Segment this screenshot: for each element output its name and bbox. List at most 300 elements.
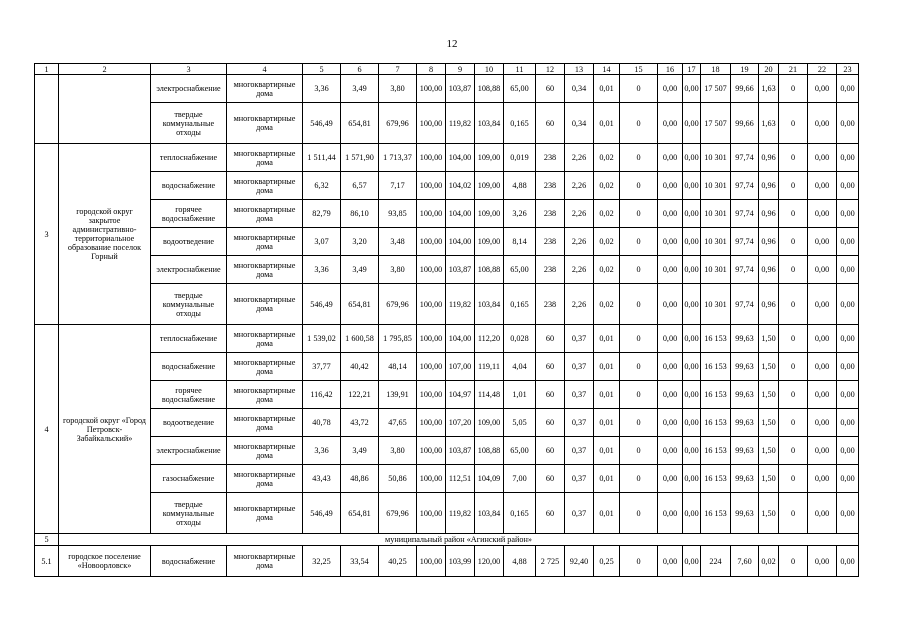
value-cell: 104,00	[446, 228, 475, 256]
value-cell: 114,48	[475, 381, 504, 409]
value-cell: 100,00	[417, 465, 446, 493]
value-cell: 0	[779, 493, 808, 534]
value-cell: 654,81	[341, 103, 379, 144]
value-cell: 0,00	[683, 200, 701, 228]
column-header: 20	[759, 64, 779, 75]
service-name: твердые коммунальные отходы	[151, 284, 227, 325]
value-cell: 0	[779, 144, 808, 172]
value-cell: 109,00	[475, 228, 504, 256]
value-cell: 108,88	[475, 256, 504, 284]
service-name: водоотведение	[151, 228, 227, 256]
value-cell: 0,00	[658, 172, 683, 200]
value-cell: 99,63	[731, 465, 759, 493]
section-number: 5	[35, 534, 59, 546]
value-cell: 0,00	[683, 493, 701, 534]
table-row	[35, 144, 859, 172]
table-row	[35, 381, 859, 409]
value-cell: 0,01	[594, 437, 620, 465]
value-cell: 0,00	[683, 228, 701, 256]
value-cell: 546,49	[303, 103, 341, 144]
value-cell: 0,00	[837, 325, 859, 353]
value-cell: 238	[536, 144, 565, 172]
value-cell: 139,91	[379, 381, 417, 409]
municipality-name: городской округ «Город Петровск-Забайкальский»	[59, 325, 151, 534]
service-name: водоснабжение	[151, 353, 227, 381]
value-cell: 0,00	[683, 284, 701, 325]
value-cell: 37,77	[303, 353, 341, 381]
table-row	[35, 437, 859, 465]
value-cell: 238	[536, 228, 565, 256]
value-cell: 1,50	[759, 325, 779, 353]
value-cell: 100,00	[417, 172, 446, 200]
value-cell: 0,00	[683, 75, 701, 103]
column-header: 8	[417, 64, 446, 75]
value-cell: 93,85	[379, 200, 417, 228]
value-cell: 0,25	[594, 546, 620, 577]
value-cell: 99,66	[731, 75, 759, 103]
value-cell: 100,00	[417, 353, 446, 381]
section-title: муниципальный район «Агинский район»	[59, 534, 859, 546]
section-row	[35, 534, 859, 546]
municipality-name: городской округ закрытое административно-территориальное образование поселок Горный	[59, 144, 151, 325]
value-cell: 0,01	[594, 381, 620, 409]
value-cell: 0,019	[504, 144, 536, 172]
value-cell: 100,00	[417, 103, 446, 144]
value-cell: 0,00	[658, 228, 683, 256]
value-cell: 99,66	[731, 103, 759, 144]
value-cell: 16 153	[701, 409, 731, 437]
value-cell: 0	[620, 381, 658, 409]
value-cell: 0,028	[504, 325, 536, 353]
value-cell: 104,00	[446, 325, 475, 353]
value-cell: 0	[779, 75, 808, 103]
value-cell: 65,00	[504, 256, 536, 284]
value-cell: 92,40	[565, 546, 594, 577]
value-cell: 0,01	[594, 465, 620, 493]
service-name: горячее водоснабжение	[151, 381, 227, 409]
table-row	[35, 256, 859, 284]
value-cell: 0,01	[594, 325, 620, 353]
row-number: 5.1	[35, 546, 59, 577]
column-header: 13	[565, 64, 594, 75]
service-name: теплоснабжение	[151, 144, 227, 172]
value-cell: 0	[620, 172, 658, 200]
value-cell: 1 539,02	[303, 325, 341, 353]
column-header: 1	[35, 64, 59, 75]
value-cell: 0,00	[837, 103, 859, 144]
value-cell: 0,00	[683, 144, 701, 172]
value-cell: 0	[620, 75, 658, 103]
value-cell: 100,00	[417, 546, 446, 577]
value-cell: 60	[536, 465, 565, 493]
value-cell: 60	[536, 325, 565, 353]
housing-type: многоквартирные дома	[227, 75, 303, 103]
value-cell: 3,80	[379, 75, 417, 103]
value-cell: 60	[536, 381, 565, 409]
value-cell: 1,50	[759, 493, 779, 534]
value-cell: 238	[536, 256, 565, 284]
value-cell: 0,01	[594, 353, 620, 381]
column-header: 12	[536, 64, 565, 75]
column-header: 6	[341, 64, 379, 75]
value-cell: 0	[779, 546, 808, 577]
value-cell: 1,50	[759, 353, 779, 381]
value-cell: 3,80	[379, 437, 417, 465]
value-cell: 99,63	[731, 493, 759, 534]
value-cell: 0,00	[683, 353, 701, 381]
value-cell: 0,00	[837, 256, 859, 284]
value-cell: 65,00	[504, 437, 536, 465]
value-cell: 0,00	[808, 284, 837, 325]
value-cell: 0,96	[759, 200, 779, 228]
column-header: 19	[731, 64, 759, 75]
value-cell: 99,63	[731, 325, 759, 353]
value-cell: 10 301	[701, 228, 731, 256]
housing-type: многоквартирные дома	[227, 493, 303, 534]
value-cell: 120,00	[475, 546, 504, 577]
value-cell: 3,49	[341, 437, 379, 465]
value-cell: 0,00	[658, 144, 683, 172]
value-cell: 104,09	[475, 465, 504, 493]
value-cell: 0,00	[837, 546, 859, 577]
table-row	[35, 200, 859, 228]
value-cell: 0,00	[808, 256, 837, 284]
value-cell: 3,36	[303, 256, 341, 284]
value-cell: 0,165	[504, 284, 536, 325]
value-cell: 10 301	[701, 256, 731, 284]
value-cell: 1 571,90	[341, 144, 379, 172]
value-cell: 60	[536, 437, 565, 465]
value-cell: 100,00	[417, 381, 446, 409]
value-cell: 119,82	[446, 493, 475, 534]
value-cell: 0,37	[565, 353, 594, 381]
column-header: 7	[379, 64, 417, 75]
value-cell: 86,10	[341, 200, 379, 228]
value-cell: 97,74	[731, 284, 759, 325]
column-header: 15	[620, 64, 658, 75]
value-cell: 0	[779, 228, 808, 256]
value-cell: 0,00	[658, 409, 683, 437]
value-cell: 122,21	[341, 381, 379, 409]
value-cell: 0,96	[759, 228, 779, 256]
value-cell: 60	[536, 103, 565, 144]
value-cell: 0,00	[683, 409, 701, 437]
value-cell: 0,02	[594, 284, 620, 325]
column-header: 10	[475, 64, 504, 75]
housing-type: многоквартирные дома	[227, 256, 303, 284]
value-cell: 0,37	[565, 409, 594, 437]
value-cell: 1 713,37	[379, 144, 417, 172]
value-cell: 0,00	[683, 256, 701, 284]
column-header: 17	[683, 64, 701, 75]
value-cell: 65,00	[504, 75, 536, 103]
value-cell: 0	[620, 103, 658, 144]
value-cell: 0,00	[808, 172, 837, 200]
value-cell: 2,26	[565, 284, 594, 325]
value-cell: 0,00	[808, 437, 837, 465]
value-cell: 100,00	[417, 325, 446, 353]
column-header: 14	[594, 64, 620, 75]
column-header: 22	[808, 64, 837, 75]
value-cell: 100,00	[417, 284, 446, 325]
value-cell: 0,37	[565, 381, 594, 409]
value-cell: 3,49	[341, 256, 379, 284]
value-cell: 108,88	[475, 437, 504, 465]
value-cell: 103,84	[475, 103, 504, 144]
value-cell: 0,00	[837, 200, 859, 228]
value-cell: 17 507	[701, 103, 731, 144]
value-cell: 0	[779, 325, 808, 353]
value-cell: 97,74	[731, 172, 759, 200]
value-cell: 0	[620, 256, 658, 284]
value-cell: 5,05	[504, 409, 536, 437]
column-header: 9	[446, 64, 475, 75]
value-cell: 60	[536, 353, 565, 381]
value-cell: 103,87	[446, 256, 475, 284]
value-cell: 238	[536, 200, 565, 228]
value-cell: 546,49	[303, 493, 341, 534]
column-header: 16	[658, 64, 683, 75]
housing-type: многоквартирные дома	[227, 103, 303, 144]
value-cell: 97,74	[731, 256, 759, 284]
value-cell: 0,00	[837, 284, 859, 325]
value-cell: 0,00	[837, 144, 859, 172]
row-number	[35, 75, 59, 144]
value-cell: 99,63	[731, 353, 759, 381]
value-cell: 7,60	[731, 546, 759, 577]
value-cell: 0	[620, 465, 658, 493]
value-cell: 104,02	[446, 172, 475, 200]
table-row	[35, 409, 859, 437]
value-cell: 0,37	[565, 325, 594, 353]
value-cell: 0,00	[658, 200, 683, 228]
value-cell: 0,02	[759, 546, 779, 577]
value-cell: 0,00	[683, 381, 701, 409]
table-row	[35, 546, 859, 577]
value-cell: 40,25	[379, 546, 417, 577]
value-cell: 1,50	[759, 437, 779, 465]
value-cell: 4,88	[504, 546, 536, 577]
value-cell: 2,26	[565, 228, 594, 256]
value-cell: 654,81	[341, 284, 379, 325]
value-cell: 0,34	[565, 75, 594, 103]
value-cell: 0,34	[565, 103, 594, 144]
value-cell: 104,97	[446, 381, 475, 409]
table-row	[35, 465, 859, 493]
value-cell: 0,00	[837, 409, 859, 437]
service-name: водоотведение	[151, 409, 227, 437]
value-cell: 3,36	[303, 437, 341, 465]
municipality-name: городское поселение «Новоорловск»	[59, 546, 151, 577]
value-cell: 0	[620, 228, 658, 256]
value-cell: 0,00	[683, 465, 701, 493]
value-cell: 104,00	[446, 200, 475, 228]
column-header: 5	[303, 64, 341, 75]
value-cell: 0,00	[658, 75, 683, 103]
value-cell: 0,00	[808, 409, 837, 437]
value-cell: 679,96	[379, 493, 417, 534]
value-cell: 3,48	[379, 228, 417, 256]
value-cell: 238	[536, 172, 565, 200]
value-cell: 0,37	[565, 465, 594, 493]
value-cell: 109,00	[475, 200, 504, 228]
service-name: водоснабжение	[151, 172, 227, 200]
column-header: 11	[504, 64, 536, 75]
value-cell: 0,00	[683, 546, 701, 577]
municipality-name	[59, 75, 151, 144]
value-cell: 0	[620, 144, 658, 172]
value-cell: 1,63	[759, 75, 779, 103]
value-cell: 40,42	[341, 353, 379, 381]
value-cell: 1 795,85	[379, 325, 417, 353]
value-cell: 109,00	[475, 144, 504, 172]
value-cell: 60	[536, 493, 565, 534]
value-cell: 0,00	[808, 144, 837, 172]
value-cell: 0,01	[594, 493, 620, 534]
value-cell: 50,86	[379, 465, 417, 493]
value-cell: 97,74	[731, 228, 759, 256]
service-name: твердые коммунальные отходы	[151, 103, 227, 144]
value-cell: 0,02	[594, 200, 620, 228]
value-cell: 1,63	[759, 103, 779, 144]
value-cell: 0,00	[808, 493, 837, 534]
value-cell: 1,01	[504, 381, 536, 409]
value-cell: 100,00	[417, 200, 446, 228]
value-cell: 119,82	[446, 103, 475, 144]
value-cell: 97,74	[731, 200, 759, 228]
value-cell: 100,00	[417, 256, 446, 284]
table-row	[35, 228, 859, 256]
value-cell: 0,00	[808, 465, 837, 493]
table-row	[35, 353, 859, 381]
value-cell: 0,00	[808, 103, 837, 144]
value-cell: 3,36	[303, 75, 341, 103]
value-cell: 0,00	[658, 546, 683, 577]
value-cell: 43,72	[341, 409, 379, 437]
value-cell: 0	[620, 437, 658, 465]
value-cell: 224	[701, 546, 731, 577]
service-name: твердые коммунальные отходы	[151, 493, 227, 534]
value-cell: 0	[620, 493, 658, 534]
value-cell: 0,00	[808, 325, 837, 353]
row-number: 4	[35, 325, 59, 534]
value-cell: 2,26	[565, 256, 594, 284]
value-cell: 109,00	[475, 172, 504, 200]
value-cell: 4,04	[504, 353, 536, 381]
value-cell: 16 153	[701, 381, 731, 409]
value-cell: 0,00	[683, 103, 701, 144]
value-cell: 112,51	[446, 465, 475, 493]
value-cell: 1,50	[759, 465, 779, 493]
service-name: электроснабжение	[151, 256, 227, 284]
value-cell: 108,88	[475, 75, 504, 103]
value-cell: 0,00	[808, 228, 837, 256]
value-cell: 7,17	[379, 172, 417, 200]
column-header: 18	[701, 64, 731, 75]
value-cell: 103,87	[446, 75, 475, 103]
value-cell: 60	[536, 75, 565, 103]
value-cell: 0,02	[594, 144, 620, 172]
table-row	[35, 493, 859, 534]
value-cell: 0	[620, 409, 658, 437]
value-cell: 0	[779, 465, 808, 493]
value-cell: 0,00	[658, 325, 683, 353]
row-number: 3	[35, 144, 59, 325]
value-cell: 546,49	[303, 284, 341, 325]
housing-type: многоквартирные дома	[227, 546, 303, 577]
value-cell: 103,84	[475, 493, 504, 534]
value-cell: 99,63	[731, 409, 759, 437]
column-header: 4	[227, 64, 303, 75]
value-cell: 0,00	[837, 228, 859, 256]
value-cell: 0	[620, 546, 658, 577]
value-cell: 2 725	[536, 546, 565, 577]
column-header: 3	[151, 64, 227, 75]
housing-type: многоквартирные дома	[227, 200, 303, 228]
value-cell: 60	[536, 409, 565, 437]
header-row	[35, 64, 859, 75]
table-row	[35, 172, 859, 200]
housing-type: многоквартирные дома	[227, 437, 303, 465]
value-cell: 2,26	[565, 200, 594, 228]
value-cell: 82,79	[303, 200, 341, 228]
value-cell: 107,00	[446, 353, 475, 381]
value-cell: 109,00	[475, 409, 504, 437]
value-cell: 0,00	[658, 465, 683, 493]
value-cell: 16 153	[701, 437, 731, 465]
value-cell: 0,00	[837, 437, 859, 465]
page-number: 12	[446, 38, 458, 50]
value-cell: 48,86	[341, 465, 379, 493]
value-cell: 0,00	[808, 546, 837, 577]
value-cell: 10 301	[701, 284, 731, 325]
housing-type: многоквартирные дома	[227, 353, 303, 381]
value-cell: 0,01	[594, 103, 620, 144]
value-cell: 0,02	[594, 228, 620, 256]
value-cell: 0	[620, 200, 658, 228]
value-cell: 116,42	[303, 381, 341, 409]
value-cell: 8,14	[504, 228, 536, 256]
value-cell: 16 153	[701, 353, 731, 381]
service-name: теплоснабжение	[151, 325, 227, 353]
housing-type: многоквартирные дома	[227, 284, 303, 325]
value-cell: 0,00	[658, 381, 683, 409]
value-cell: 679,96	[379, 103, 417, 144]
value-cell: 0	[779, 103, 808, 144]
value-cell: 0,00	[837, 493, 859, 534]
value-cell: 0,96	[759, 144, 779, 172]
value-cell: 119,11	[475, 353, 504, 381]
value-cell: 0,00	[808, 353, 837, 381]
value-cell: 0,00	[808, 200, 837, 228]
value-cell: 103,99	[446, 546, 475, 577]
value-cell: 4,88	[504, 172, 536, 200]
value-cell: 1 600,58	[341, 325, 379, 353]
value-cell: 0,96	[759, 256, 779, 284]
value-cell: 1,50	[759, 409, 779, 437]
value-cell: 100,00	[417, 75, 446, 103]
value-cell: 0,165	[504, 493, 536, 534]
value-cell: 47,65	[379, 409, 417, 437]
value-cell: 48,14	[379, 353, 417, 381]
value-cell: 32,25	[303, 546, 341, 577]
value-cell: 0,00	[837, 75, 859, 103]
value-cell: 0	[779, 172, 808, 200]
value-cell: 0,00	[683, 437, 701, 465]
value-cell: 0,37	[565, 437, 594, 465]
value-cell: 3,20	[341, 228, 379, 256]
value-cell: 17 507	[701, 75, 731, 103]
